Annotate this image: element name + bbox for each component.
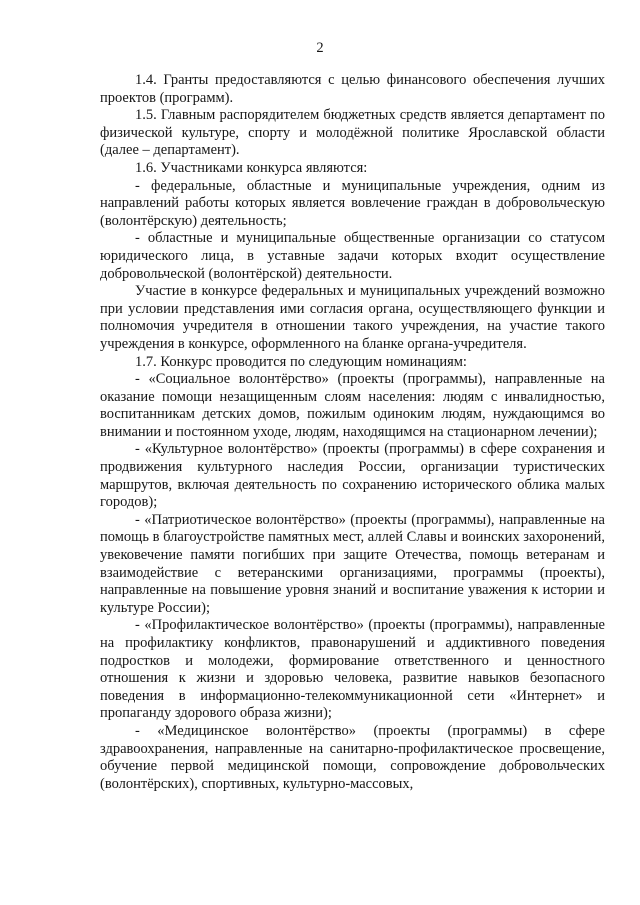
paragraph-1-7: 1.7. Конкурс проводится по следующим номинациям: xyxy=(135,353,467,370)
participant-item-public-orgs: - областные и муниципальные общественные организации со статусом юридического лица, в уставные задачи которых входит осуществление добровольческой (волонтёрской) деятельности. xyxy=(100,230,605,282)
participant-item-federal: - федеральные, областные и муниципальные учреждения, одним из направлений работы которых является вовлечение граждан в добровольческую (волонтёрскую) деятельность; xyxy=(100,177,605,229)
nomination-preventive: - «Профилактическое волонтёрство» (проекты (программы), направленные на профилактику конфликтов, правонарушений и аддиктивного поведения подростков и молодежи, формирование ответственного и ценностного отношения к жизни и здоровью человека, развитие навыков безопасного поведения в информационно-телекоммуникационной сети «Интернет» и пропаганду здорового образа жизни); xyxy=(100,617,605,722)
participation-condition: Участие в конкурсе федеральных и муниципальных учреждений возможно при условии представления ими согласия органа, осуществляющего функции и полномочия учредителя в отношении такого учреждения, на участие такого учреждения в конкурсе, оформленного на бланке органа-учредителя. xyxy=(100,283,605,352)
paragraph-1-6: 1.6. Участниками конкурса являются: xyxy=(135,159,368,176)
paragraph-1-5: 1.5. Главным распорядителем бюджетных средств является департамент по физической культуре, спорту и молодёжной политике Ярославской области (далее – департамент). xyxy=(100,107,605,159)
page-number: 2 xyxy=(316,40,324,56)
nomination-patriotic: - «Патриотическое волонтёрство» (проекты (программы), направленные на помощь в благоустройстве памятных мест, аллей Славы и воинских захоронений, увековечение памяти погибших при защите Отечества, помощь ветеранам и взаимодействие с ветеранскими организациями, программы (проекты), направленные на повышение уровня знаний и воспитание уважения к истории и культуре России); xyxy=(100,511,605,616)
nomination-cultural: - «Культурное волонтёрство» (проекты (программы) в сфере сохранения и продвижения культурного наследия России, организации туристических маршрутов, включая деятельность по сохранению исторического облика малых городов); xyxy=(100,441,605,511)
document-body xyxy=(100,72,605,793)
paragraph-1-4: 1.4. Гранты предоставляются с целью финансового обеспечения лучших проектов (программ). xyxy=(100,72,605,106)
nomination-social: - «Социальное волонтёрство» (проекты (программы), направленные на оказание помощи незащищенным слоям населения: людям с инвалидностью, воспитанникам детских домов, пожилым одиноким людям, нуждающимся во внимании и постоянном уходе, людям, находящимся на стационарном лечении); xyxy=(100,371,605,440)
nomination-medical: - «Медицинское волонтёрство» (проекты (программы) в сфере здравоохранения, направленные на санитарно-профилактическое просвещение, обучение первой медицинской помощи, сопровождение добровольческих (волонтёрских), спортивных, культурно-массовых, xyxy=(100,722,605,792)
